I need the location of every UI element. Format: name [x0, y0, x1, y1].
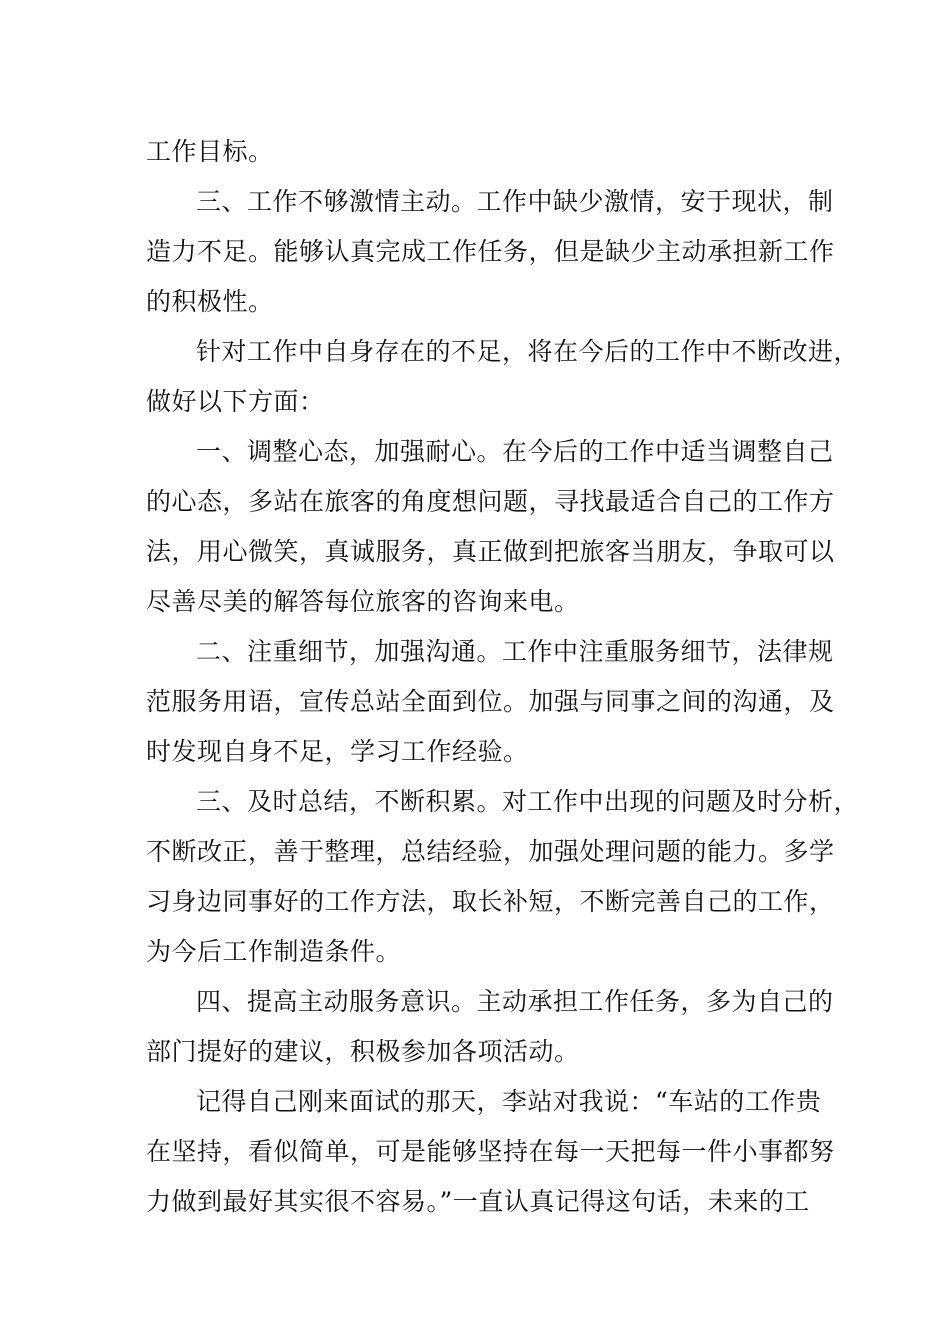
- paragraph-first-line: 记得自己刚来面试的那天，李站对我说：“车站的工作贵: [196, 1087, 822, 1116]
- paragraph-first-line: 四、提高主动服务意识。主动承担工作任务，多为自己的: [196, 987, 834, 1016]
- paragraph-first-line: 二、注重细节，加强沟通。工作中注重服务细节，法律规: [196, 637, 834, 666]
- text-line: 做好以下方面：: [146, 387, 325, 416]
- text-line: 的心态，多站在旅客的角度想问题，寻找最适合自己的工作方: [146, 487, 835, 516]
- text-line: 工作目标。: [146, 137, 274, 166]
- text-line: 在坚持，看似简单，可是能够坚持在每一天把每一件小事都努: [146, 1137, 835, 1166]
- text-line: 的积极性。: [146, 287, 274, 316]
- text-line: 力做到最好其实很不容易。”一直认真记得这句话，未来的工: [146, 1187, 810, 1216]
- paragraph-first-line: 三、工作不够激情主动。工作中缺少激情，安于现状，制: [196, 187, 834, 216]
- text-line: 不断改正，善于整理，总结经验，加强处理问题的能力。多学: [146, 837, 835, 866]
- text-line: 法，用心微笑，真诚服务，真正做到把旅客当朋友，争取可以: [146, 537, 835, 566]
- paragraph-first-line: 针对工作中自身存在的不足，将在今后的工作中不断改进，: [196, 337, 860, 366]
- document-body: [146, 127, 860, 1227]
- text-line: 习身边同事好的工作方法，取长补短，不断完善自己的工作，: [146, 887, 835, 916]
- text-line: 造力不足。能够认真完成工作任务，但是缺少主动承担新工作: [146, 237, 835, 266]
- text-line: 时发现自身不足，学习工作经验。: [146, 737, 529, 766]
- text-line: 范服务用语，宣传总站全面到位。加强与同事之间的沟通，及: [146, 687, 835, 716]
- text-line: 部门提好的建议，积极参加各项活动。: [146, 1037, 580, 1066]
- paragraph-first-line: 一、调整心态，加强耐心。在今后的工作中适当调整自己: [196, 437, 834, 466]
- text-line: 为今后工作制造条件。: [146, 937, 402, 966]
- paragraph-first-line: 三、及时总结，不断积累。对工作中出现的问题及时分析，: [196, 787, 860, 816]
- text-line: 尽善尽美的解答每位旅客的咨询来电。: [146, 587, 580, 616]
